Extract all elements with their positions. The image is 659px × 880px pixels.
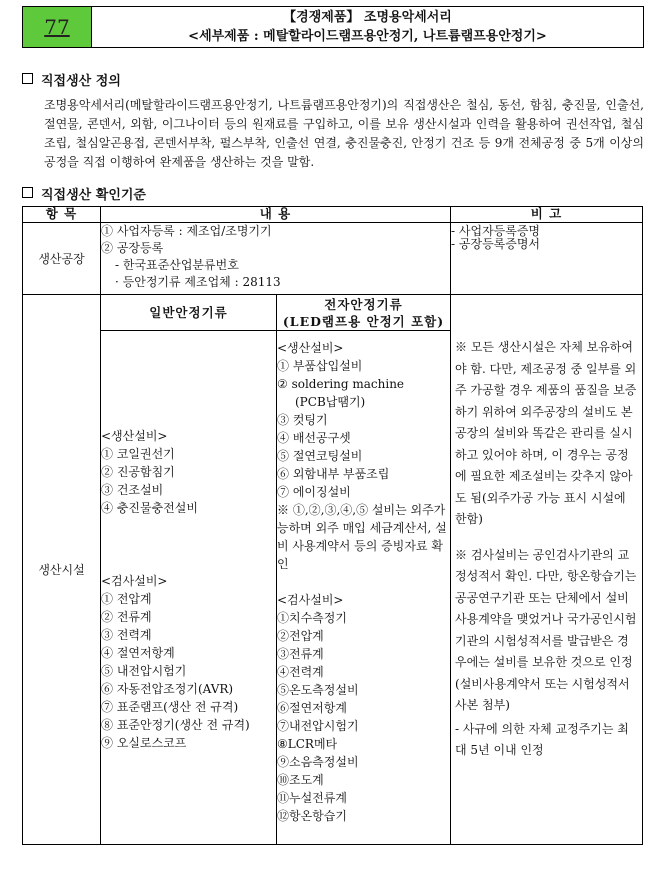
- facility-subheader-row: [23, 295, 643, 331]
- criteria-table: [22, 206, 643, 845]
- square-bullet-icon: [22, 73, 33, 84]
- section-criteria-heading: 직접생산 확인기준: [22, 184, 146, 203]
- electronic-ballast-header: 전자안정기류 (LED램프용 안정기 포함): [277, 295, 451, 331]
- section-definition-heading: 직접생산 정의: [22, 70, 121, 89]
- electronic-ballast-equipment: <생산설비> ① 부품삽입설비 ② soldering machine (PCB납땜기) ③ 컷팅기 ④ 배선공구셋 ⑤ 절연코팅설비 ⑥ 외함내부 부품조립 ⑦ 에이징설비 ※ ①,②,③,④,⑤ 설비는 외주가능하며 외주 매입 세금계산서, 설비 사용계약서 등의 증빙자료 확인 <검사설비> ①치수측정기 ②전압계 ③전류계 ④전력계 ⑤온도측정설비 ⑥절연저항계 ⑦내전압시험기 ⑧LCR메타 ⑨소음측정설비 ⑩조도계 ⑪누설전류계 ⑫항온항습기: [277, 331, 451, 845]
- general-ballast-equipment: <생산설비> ① 코일권선기 ② 진공함침기 ③ 건조설비 ④ 충진물충전설비 <검사설비> ① 전압계 ② 전류계 ③ 전력계 ④ 절연저항계 ⑤ 내전압시험기 ⑥ 자동전압조정기(AVR) ⑦ 표준램프(생산 전 규격) ⑧ 표준안정기(생산 전 규격) ⑨ 오실로스코프: [101, 331, 277, 845]
- item-number: 77: [23, 7, 92, 47]
- header-titles: [92, 7, 643, 47]
- header-content: 내 용: [101, 207, 451, 223]
- factory-content: ① 사업자등록 : 제조업/조명기기 ② 공장등록 - 한국표준산업분류번호 · 등안정기류 제조업체 : 28113: [101, 223, 451, 295]
- header-remarks: 비 고: [451, 207, 643, 223]
- product-title: 【경쟁제품】 조명용악세서리: [283, 10, 452, 25]
- remark-outsourcing: ※ 모든 생산시설은 자체 보유하여야 함. 다만, 제조공정 중 일부를 외주 가공할 경우 제품의 품질을 보증하기 위하여 외주공장의 설비도 본 공장의 설비와 똑같은 관리를 실시하고 있어야 하며, 이 경우는 공정에 필요한 제조설비는 갖추지 않아도 됨(외주가공 가능 표시 시설에 한함): [455, 340, 637, 526]
- header-item: 항 목: [23, 207, 101, 223]
- document-header: [22, 6, 644, 48]
- table-row-factory: [23, 223, 643, 295]
- square-bullet-icon: [22, 187, 33, 198]
- factory-remarks: - 사업자등록증명 - 공장등록증명서: [451, 223, 643, 295]
- product-subtitle: <세부제품 : 메탈할라이드램프용안정기, 나트륨램프용안정기>: [188, 29, 547, 44]
- row-label-facility: 생산시설: [23, 295, 101, 845]
- general-ballast-header: 일반안정기류: [101, 295, 277, 331]
- remark-inspection: ※ 검사설비는 공인검사기관의 교정성적서 확인. 다만, 항온항습기는 공공연구기관 또는 단체에서 설비사용계약을 맺었거나 국가공인시험기관의 시험성적서를 발급받은 경우에는 설비를 보유한 것으로 인정(설비사용계약서 또는 시험성적서 사본 첨부): [455, 547, 637, 712]
- facility-remarks: [451, 295, 643, 845]
- definition-text: 조명용악세서리(메탈할라이드램프용안정기, 나트륨램프용안정기)의 직접생산은 철심, 동선, 함침, 충진물, 인출선, 절연물, 콘덴서, 외함, 이그나이터 등의 원재료를 구입하고, 이를 보유 생산시설과 인력을 활용하여 권선작업, 철심조립, 철심알곤용접, 콘덴서부착, 펄스부착, 인출선 연결, 충진물충진, 안정기 건조 등 9개 전체공정 중 5개 이상의 공정을 직접 이행하여 완제품을 생산하는 것을 말함.: [44, 98, 644, 169]
- row-label-factory: 생산공장: [23, 223, 101, 295]
- table-header-row: [23, 207, 643, 223]
- outsourcing-note: ※ ①,②,③,④,⑤ 설비는 외주가능하며 외주 매입 세금계산서, 설비 사용계약서 등의 증빙자료 확인: [277, 503, 447, 571]
- remark-calibration: - 사규에 의한 자체 교정주기는 최대 5년 이내 인정: [455, 721, 629, 757]
